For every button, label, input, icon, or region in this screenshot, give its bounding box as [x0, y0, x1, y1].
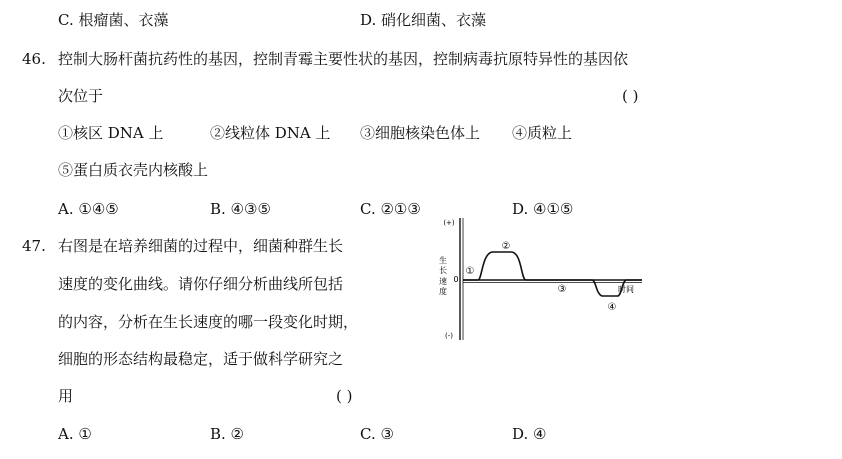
q47-option-c: C. ③ [360, 425, 394, 443]
q47-option-b: B. ② [210, 425, 245, 443]
time-label: 时间 [618, 285, 634, 294]
q46-answer-paren: ( ) [622, 87, 639, 105]
zero-label: 0 [453, 275, 459, 284]
q46-item-4: ④质粒上 [512, 124, 573, 142]
q47-stem-line1: 右图是在培养细菌的过程中，细菌种群生长 [58, 237, 344, 255]
q46-item-5: ⑤蛋白质衣壳内核酸上 [58, 161, 209, 179]
q45-option-d: D. 硝化细菌、衣藻 [360, 11, 487, 29]
minus-label: (-) [445, 332, 453, 340]
q46-stem-line1: 控制大肠杆菌抗药性的基因，控制青霉主要性状的基因，控制病毒抗原特异性的基因依 [58, 50, 629, 68]
q46-item-3: ③细胞核染色体上 [360, 124, 481, 142]
growth-curve [463, 252, 642, 296]
q46-item-2: ②线粒体 DNA 上 [210, 124, 331, 142]
phase-label-1: ① [465, 266, 475, 277]
phase-label-4: ④ [607, 302, 617, 313]
y-label-char-3: 速 [439, 277, 447, 286]
q47-option-d: D. ④ [512, 425, 547, 443]
q46-option-c: C. ②①③ [360, 200, 421, 218]
phase-label-2: ② [501, 241, 511, 252]
q46-item-1: ①核区 DNA 上 [58, 124, 164, 142]
q47-option-a: A. ① [58, 425, 92, 443]
q46-option-d: D. ④①⑤ [512, 200, 574, 218]
q46-stem-line2: 次位于 [58, 87, 104, 105]
q47-stem-line3: 的内容，分析在生长速度的哪一段变化时期， [58, 313, 359, 331]
q47-stem-line4: 细胞的形态结构最稳定，适于做科学研究之 [58, 350, 344, 368]
growth-rate-figure [430, 212, 645, 344]
q47-stem-line2: 速度的变化曲线。请你仔细分析曲线所包括 [58, 275, 344, 293]
q46-number: 46. [22, 50, 46, 68]
plus-label: (+) [443, 219, 455, 227]
phase-label-3: ③ [557, 284, 567, 295]
q46-option-a: A. ①④⑤ [58, 200, 119, 218]
q47-stem-line5: 用 [58, 387, 74, 405]
y-label-char-1: 生 [439, 256, 447, 265]
q47-answer-paren: ( ) [336, 387, 353, 405]
y-label-char-2: 长 [439, 266, 447, 275]
q45-option-c: C. 根瘤菌、衣藻 [58, 11, 169, 29]
q46-option-b: B. ④③⑤ [210, 200, 271, 218]
q47-number: 47. [22, 237, 46, 255]
y-label-char-4: 度 [439, 287, 447, 296]
